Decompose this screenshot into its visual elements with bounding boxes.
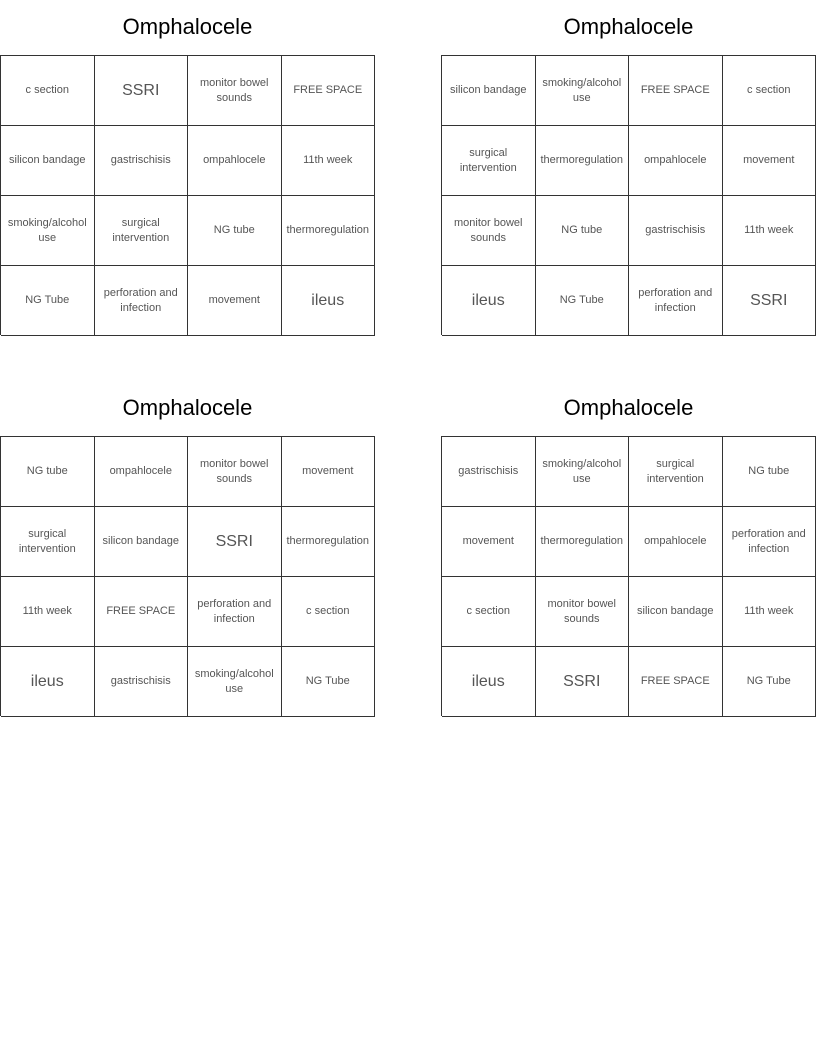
bingo-cell: SSRI: [536, 647, 630, 717]
bingo-cell: gastrischisis: [95, 647, 189, 717]
bingo-cell: smoking/alcohol use: [536, 437, 630, 507]
bingo-grid: [0, 55, 375, 335]
bingo-cell: NG Tube: [536, 266, 630, 336]
bingo-cell: ileus: [442, 266, 536, 336]
bingo-cell: smoking/alcohol use: [1, 196, 95, 266]
bingo-cell: ompahlocele: [629, 507, 723, 577]
bingo-cell: surgical intervention: [629, 437, 723, 507]
bingo-cell: silicon bandage: [1, 126, 95, 196]
bingo-cell: movement: [723, 126, 816, 196]
bingo-cell: silicon bandage: [442, 56, 536, 126]
bingo-cell: perforation and infection: [188, 577, 282, 647]
bingo-cell: smoking/alcohol use: [188, 647, 282, 717]
bingo-cell: perforation and infection: [95, 266, 189, 336]
bingo-cell: NG Tube: [1, 266, 95, 336]
bingo-cell: thermoregulation: [282, 196, 376, 266]
card-title: Omphalocele: [563, 395, 694, 420]
bingo-cell: SSRI: [95, 56, 189, 126]
bingo-cell: monitor bowel sounds: [188, 56, 282, 126]
bingo-card-1: [0, 0, 375, 335]
bingo-card-4: [441, 381, 816, 716]
bingo-cell-free-space: FREE SPACE: [282, 56, 376, 126]
bingo-cell: perforation and infection: [723, 507, 816, 577]
bingo-cell: SSRI: [188, 507, 282, 577]
bingo-cell: ompahlocele: [188, 126, 282, 196]
bingo-cell: ompahlocele: [95, 437, 189, 507]
bingo-cell: surgical intervention: [442, 126, 536, 196]
bingo-cell: SSRI: [723, 266, 816, 336]
bingo-cell: 11th week: [723, 577, 816, 647]
bingo-cell: silicon bandage: [629, 577, 723, 647]
bingo-cell: movement: [282, 437, 376, 507]
bingo-cell: NG tube: [188, 196, 282, 266]
bingo-cell: c section: [282, 577, 376, 647]
bingo-cell: ileus: [442, 647, 536, 717]
bingo-cell: c section: [442, 577, 536, 647]
bingo-cell: ileus: [282, 266, 376, 336]
bingo-cell: silicon bandage: [95, 507, 189, 577]
bingo-cell-free-space: FREE SPACE: [95, 577, 189, 647]
bingo-cell: 11th week: [1, 577, 95, 647]
bingo-card-2: [441, 0, 816, 335]
bingo-cell: c section: [1, 56, 95, 126]
bingo-grid: [0, 436, 375, 716]
bingo-cell-free-space: FREE SPACE: [629, 56, 723, 126]
bingo-cell: surgical intervention: [1, 507, 95, 577]
bingo-grid: [441, 436, 816, 716]
bingo-cell: NG tube: [1, 437, 95, 507]
bingo-cell: NG Tube: [282, 647, 376, 717]
bingo-cell: NG Tube: [723, 647, 816, 717]
bingo-cell: movement: [442, 507, 536, 577]
bingo-cell: gastrischisis: [629, 196, 723, 266]
bingo-cell: c section: [723, 56, 816, 126]
bingo-cell: NG tube: [723, 437, 816, 507]
bingo-card-3: [0, 381, 375, 716]
bingo-cell: monitor bowel sounds: [536, 577, 630, 647]
bingo-cell: movement: [188, 266, 282, 336]
bingo-cell: monitor bowel sounds: [442, 196, 536, 266]
bingo-cell: 11th week: [723, 196, 816, 266]
bingo-cell: 11th week: [282, 126, 376, 196]
bingo-cell: surgical intervention: [95, 196, 189, 266]
card-title: Omphalocele: [563, 14, 694, 39]
bingo-cell: thermoregulation: [282, 507, 376, 577]
bingo-grid: [441, 55, 816, 335]
bingo-cell: thermoregulation: [536, 126, 630, 196]
bingo-cell: ompahlocele: [629, 126, 723, 196]
card-title: Omphalocele: [122, 395, 253, 420]
bingo-cell: ileus: [1, 647, 95, 717]
bingo-cell: NG tube: [536, 196, 630, 266]
bingo-cell: gastrischisis: [95, 126, 189, 196]
bingo-cell: gastrischisis: [442, 437, 536, 507]
bingo-cell: thermoregulation: [536, 507, 630, 577]
card-title: Omphalocele: [122, 14, 253, 39]
bingo-cell: monitor bowel sounds: [188, 437, 282, 507]
bingo-cell-free-space: FREE SPACE: [629, 647, 723, 717]
bingo-cell: perforation and infection: [629, 266, 723, 336]
bingo-cell: smoking/alcohol use: [536, 56, 630, 126]
